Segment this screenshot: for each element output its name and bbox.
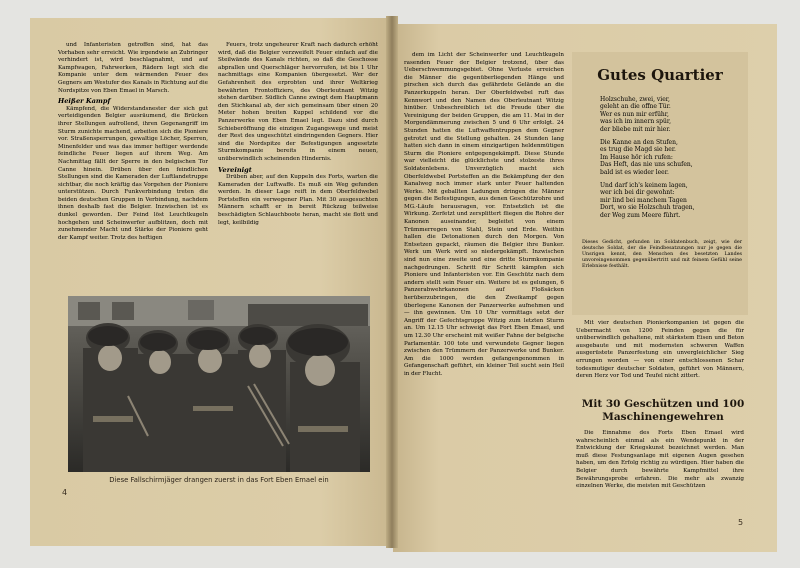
poem-line: Und darf ich's keinem lagen,: [600, 182, 688, 190]
poem-stanza: [600, 96, 740, 133]
paragraph: Mit vier deutschen Pionierkompanien ist gegen die Uebermacht von 1200 Feinden gegen die für unüberwindlich gehaltene, mit stärkstem Eisen und Beton ausgebaute und mit modernsten schweren Waffen ausgerüstete Panzerfestung ein unvergleichlicher Sieg errungen worden — von einer entschlossenen Schar todesmutiger deutscher Soldaten, geführt von Männern, deren Herz vor Tod und Teufel nicht zittert.: [576, 320, 744, 380]
poem-note: Dieses Gedicht, gefunden im Soldatenbuch, zeigt, wie der deutsche Soldat, der die Feindbesatzungen nur je gegen die Unsrigen kennt, den Menschen des besetzten Landes unvoreingenommen gegenübertritt und mit feinem Gefühl seine Erlebnisse festhält.: [582, 240, 742, 269]
paragraph: Feuers, trotz ungeheurer Kraft nach dadurch erhöht wird, daß die Belgier verzweifelt Feuer einfach auf die Steilwände des Kanals richten, so daß die Geschosse abprallen und Querschläger hervorrufen, ist bis 1 Uhr nachmittags eine Kompanien übergesetzt. Wer der Gefahrenheit des erprobten und ihrer Weltkrieg bewährten Frontoffiziers, des Oberleutnant Witzig stehen darüber. Südlich Canne zwingt dem Hauptmann den Stichkanal ab, der sich gemeinsam über einen 20 Meter hohen breiten Kuppel schildend vor die Panzerwerke von Eben Emael legt. Dazu sind durch Schieberöffnung die einzigen Zugangswege und meist der Rest des ungeschützt eindringenden Gegners. Hier sind die Nordspitze der Befestigungen angesetzte Sturmkompanie bereits in einem neuen, unüberwindlich scheinenden Hindernis.: [218, 42, 378, 162]
poem-stanza: [600, 139, 740, 176]
poem-line: mir lind bei manchem Tagen: [600, 196, 687, 204]
section-heading: Vereinigt: [218, 165, 252, 174]
poem-title: Gutes Quartier: [597, 66, 723, 84]
paragraph: Die Einnahme des Forts Eben Emael wird wahrscheinlich einmal als ein Wendepunkt in der Entwicklung der Kriegskunst bezeichnet werden. Man muß diese Festungsanlage mit eigenen Augen gesehen haben, um den Erfolg richtig zu würdigen. Hier haben die Belgier durch bewährte Kampfmittel ihre Bewährungsprobe erfahren. Die mehr als zwanzig einzelnen Werke, die meisten mit Geschützen: [576, 430, 744, 490]
paragraph: Drüben aber, auf den Kuppeln des Forts, warten die Kameraden der Luftwaffe. Es muß ein Weg gefunden werden. In dieser Lage reift in dem Oberfeldwebel Portsteffen ein verwegener Plan. Mit 30 ausgesuchten Männern schafft er in bereit Rückzug teilweise beschädigten Schlauchboote heran, macht sie flott und legt, keilbildig: [218, 174, 378, 226]
book-spine: [386, 16, 398, 548]
right-column-1: [404, 52, 564, 530]
paragraph: Kämpfend, die Widerstandsnester der sich gut verteidigenden Belgier ausräumend, die Brücken ihrer Stellungen aufrollend, ihren Gegenangriff im Sturm zunichte machend, arbeiten sich die Pioniere vor. Straßensperrungen, gewaltige Löcher, Sperren, Minenfelder und was das immer heftiger werdende feindliche Feuer liegen auf ihrem Weg. Am Nachmittag fällt der Sperre in den belgischen Tor Canne hinein. Drüben über den feindlichen Stellungen sind die Kameraden der Luftlandetruppe sichtbar, die noch kräftig das Vorgehen der Pioniere unterstützen. Durch Funkverbindung treten die beiden deutschen Gruppen in Verbindung, nachdem ihnen deshalb fast die Belgier. Inzwischen ist es dunkel geworden. Der Feind löst Leuchtkugeln hochgehen und Scheinwerfer aufblitzen, doch mit zunehmender Macht und Stärke der Pioniere geht der Kampf weiter. Trotz des heftigen: [58, 105, 208, 241]
poem-line: der Weg zum Meere führt.: [600, 211, 681, 219]
paragraph: dem im Licht der Scheinwerfer und Leuchtkugeln rasenden Feuer der Belgier trotzend, über das Ueberschwemmungsgebiet. Ohne Verluste erreichen die Männer die gegenüberliegenden Hänge und pirschen sich durch das gefährdete Gelände an die Panzerkuppeln heran. Der Oberfeldwebel ruft das Kennwort und den Namen des Oberleutnant Witzig hinüber. Unbeschreiblich ist die Freude über die Vereinigung der beiden Gruppen, die am 11. Mai in der Morgendämmerung zwischen 5 und 6 Uhr erfolgt. 24 Stunden hatten die Luftwaffentruppen dem Gegner getrotzt und die Stellung gehalten. 24 Stunden lang hatten sich dann in einem einzigartigen heldenmütigen Sturm die Pioniere entgegengekämpft. Diese Stunde war vielleicht die glücklichste und stolzeste ihres Soldatenlebens. Unverzüglich macht sich Oberfeldwebel Portsteffen an die Bekämpfung der den Kanalweg noch immer stark unter Feuer haltenden Werke. Mit geballten Ladungen dringen die Männer gegen die Befestigungen, aus denen Geschützrohre und MG.-Läufe herausragen, vor. Entsetzlich ist die Wirkung. Zerfetzt und zersplittert fliegen die Rohre der Kanonen auseinander, begleitet von einem Trümmerregen von Stahl, Stein und Erde. Weithin hallen die Detonationen durch den Morgen. Von Entsetzen gepackt, räumen die Belgier ihre Bunker. Werk um Werk wird so niedergekämpft. Inzwischen sind nun eine zweite und eine dritte Sturmkompanie nachgedrungen. Schritt für Schritt kämpfen sich Pioniere und Infanteristen vor. Ein Geschütz nach dem andern stellt sein Feuer ein. Weitere ist es gelungen, 6 Panzerabwehrkanonen auf Floßsäcken herüberzubringen, die den Zweikampf gegen überlegene Kanonen der Panzerwerke aufnehmen und — ihn gewinnen. Um 10 Uhr vormittags setzt der Angriff der Gefechtsgruppe Witzig zum letzten Sturm an. Um 12.15 Uhr schweigt das Fort Eben Emael, und um 12.30 Uhr erscheint mit weißer Fahne der belgische Parlamentär. 100 tote und verwundete Gegner liegen zwischen den Trümmern der Panzerwerke und Bunker. Am die 1000 werden gefangengenommen in Gefangenschaft geführt, ein kleiner Teil sucht sein Heil in der Flucht.: [404, 52, 564, 377]
photo-image: [68, 296, 370, 472]
right-column-2-continued: [576, 430, 744, 530]
poem: [600, 96, 740, 225]
section-heading: Heißer Kampf: [58, 97, 111, 106]
poem-line: Die Kanne an den Stufen,: [600, 139, 678, 147]
left-column-2: [218, 42, 378, 290]
page-number-right: 5: [738, 518, 744, 527]
poem-box: [572, 52, 748, 315]
poem-line: es trug die Magd sie her.: [600, 146, 676, 154]
soldiers-photo: [68, 296, 370, 472]
paragraph: und Infanteristen getroffen sind, hat das Vorhaben sehr erreicht. Wie irgendwie an Zubringer verhindert ist, wird beschlagnahmt, und auf Kampfwagen, Fahrwerken, Rädern legt sich die Kompanie unter dem wärmenden Feuer des Gegners am Westufer des Kanals in Richtung auf die Nordspitze von Eben Emael in Marsch.: [58, 42, 208, 94]
right-column-2: [576, 320, 744, 394]
poem-line: geleht an die offne Tür.: [600, 103, 671, 111]
poem-line: Das Heft, das nie uns schufen,: [600, 161, 693, 169]
poem-line: Dort, wo sie Holzschuh tragen,: [600, 204, 695, 212]
poem-line: Im Hause hör ich rufen:: [600, 153, 673, 161]
poem-line: Wer es nun mir erführ,: [600, 110, 669, 118]
section-heading-large: Mit 30 Geschützen und 100 Maschinengewehren: [581, 398, 745, 423]
poem-line: der bliebe mit mir hier.: [600, 125, 671, 133]
poem-line: was ich im innern spür,: [600, 118, 672, 126]
page-number-left: 4: [62, 488, 68, 497]
left-column-1: [58, 42, 208, 290]
poem-stanza: [600, 182, 740, 219]
photo-caption: Diese Fallschirmjäger drangen zuerst in das Fort Eben Emael ein: [109, 476, 329, 484]
poem-line: bald ist es wieder leer.: [600, 168, 669, 176]
poem-line: Holzschuhe, zwei, vier,: [600, 96, 670, 103]
poem-line: wer ich bei dir gewohnt:: [600, 189, 675, 197]
